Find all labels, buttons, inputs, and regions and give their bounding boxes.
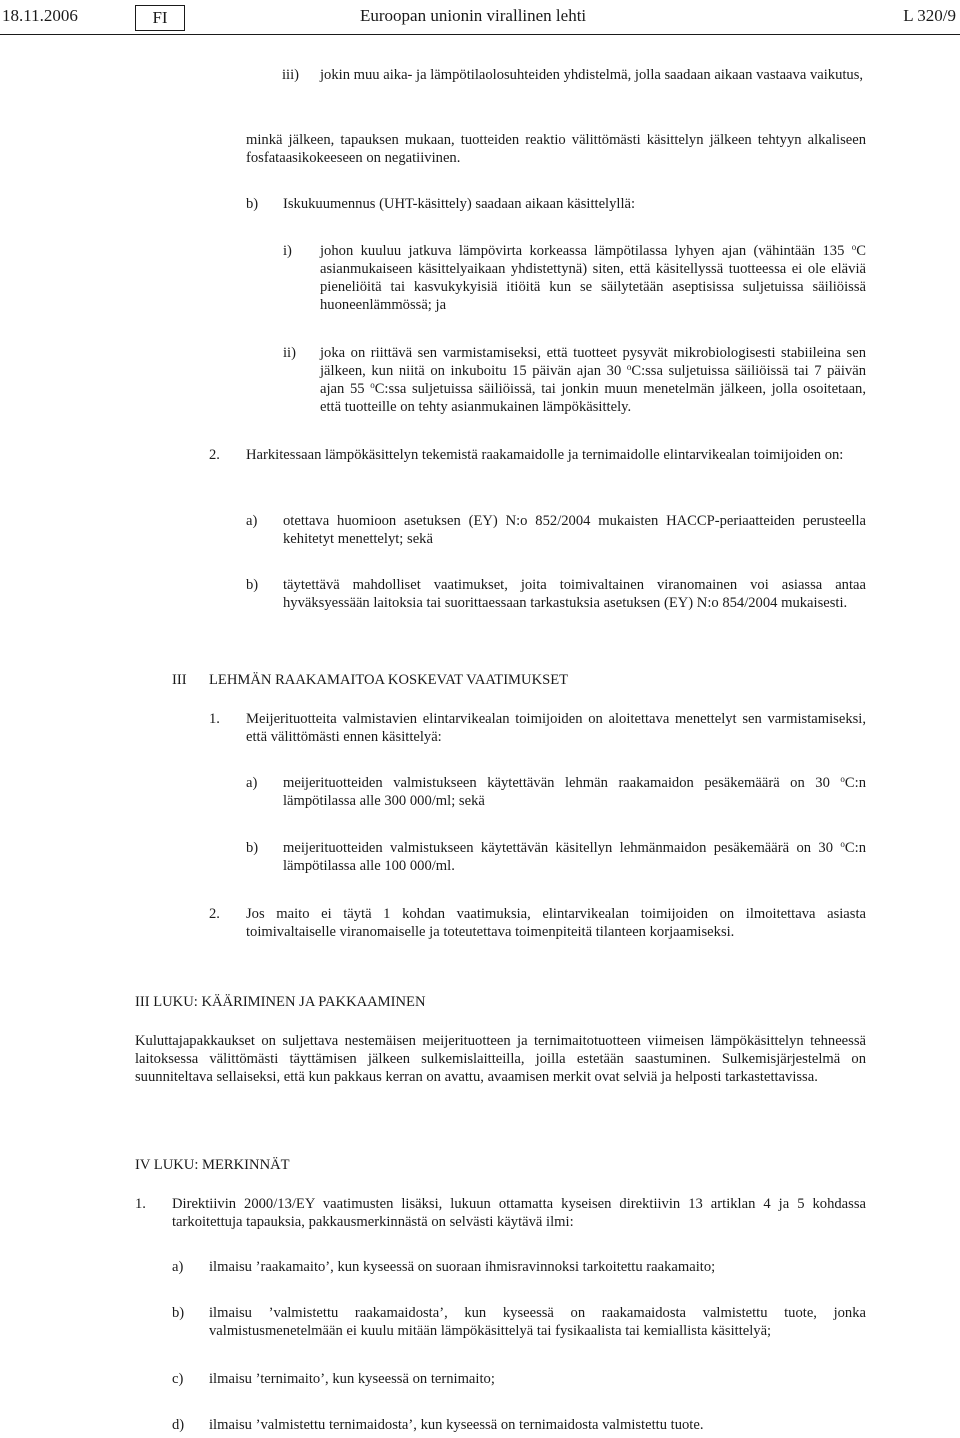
chapter-heading: IV LUKU: MERKINNÄT xyxy=(135,1157,290,1173)
item-label: a) xyxy=(246,513,258,529)
publication-date: 18.11.2006 xyxy=(2,6,78,25)
item-label: b) xyxy=(246,840,259,856)
header-divider xyxy=(0,34,960,35)
item-label: i) xyxy=(283,243,292,259)
page-reference: L 320/9 xyxy=(903,6,956,25)
section-number: III xyxy=(172,672,187,688)
item-label: 1. xyxy=(209,711,220,727)
section-heading: LEHMÄN RAAKAMAITOA KOSKEVAT VAATIMUKSET xyxy=(209,672,569,688)
paragraph: Kuluttajapakkaukset on suljettava nestemäisen meijerituotteen ja ternimaitotuotteen viimeisen lämpökäsittelyn tehneessä laitoksessa välittömästi täyttämisen jälkeen sulkemislaitteilla, joilla estetään saastuminen. Sulkemisjärjestelmä on suunniteltava sellaiseksi, että kun pakkaus kerran on avattu, avaamisen merkit ovat selviä ja helposti tarkastettavissa. xyxy=(135,1033,866,1085)
item-label: 2. xyxy=(209,906,220,922)
item-label: d) xyxy=(172,1417,185,1433)
paragraph: minkä jälkeen, tapauksen mukaan, tuotteiden reaktio välittömästi käsittelyn jälkeen tehtyyn alkaliseen fosfataasikokeeseen on negatiivinen. xyxy=(246,132,866,166)
paragraph: Iskukuumennus (UHT-käsittely) saadaan aikaan käsittelyllä: xyxy=(283,196,636,212)
item-label: 1. xyxy=(135,1196,146,1212)
paragraph: Direktiivin 2000/13/EY vaatimusten lisäksi, lukuun ottamatta kyseisen direktiivin 13 artiklan 4 ja 5 kohdassa tarkoitettuja tapauksia, pakkausmerkinnästä on selvästi käytävä ilmi: xyxy=(172,1196,866,1230)
journal-title: Euroopan unionin virallinen lehti xyxy=(360,6,587,25)
paragraph: otettava huomioon asetuksen (EY) N:o 852/2004 mukaisten HACCP-periaatteiden perusteella kehitetyt menettelyt; sekä xyxy=(283,513,866,547)
paragraph: Harkitessaan lämpökäsittelyn tekemistä raakamaidolle ja ternimaidolle elintarvikealan toimijoiden on: xyxy=(246,447,844,463)
item-label: c) xyxy=(172,1371,184,1387)
paragraph: ilmaisu ’valmistettu raakamaidosta’, kun kyseessä on raakamaidosta valmistettu tuote, jonka valmistusmenetelmään ei kuulu mitään lämpökäsittelyä tai fysikaalista tai kemiallista käsittelyä; xyxy=(209,1305,866,1339)
paragraph: joka on riittävä sen varmistamiseksi, että tuotteet pysyvät mikrobiologisesti stabiileina sen jälkeen, kun niitä on inkuboitu 15 päivän ajan 30 $^o$C:ssa suljetuissa säiliöissä tai 7 päivän ajan 55 $^o$C:ssa suljetuissa säiliöissä, tai jonkin muun menetelmän jälkeen, jolla osoitetaan, että tuotteille on tehty asianmukainen lämpökäsittely. xyxy=(320,345,867,415)
paragraph: ilmaisu ’raakamaito’, kun kyseessä on suoraan ihmisravinnoksi tarkoitettu raakamaito; xyxy=(209,1259,716,1275)
chapter-heading: III LUKU: KÄÄRIMINEN JA PAKKAAMINEN xyxy=(135,994,426,1010)
paragraph: Jos maito ei täytä 1 kohdan vaatimuksia, elintarvikealan toimijoiden on ilmoitettava asiasta toimivaltaiselle viranomaiselle ja toteutettava toimenpiteitä tilanteen korjaamiseksi. xyxy=(246,906,866,940)
paragraph: jokin muu aika- ja lämpötilaolosuhteiden yhdistelmä, jolla saadaan aikaan vastaava vaikutus, xyxy=(320,67,864,83)
item-label: a) xyxy=(246,775,258,791)
language-badge: FI xyxy=(135,5,185,31)
item-label: b) xyxy=(246,196,259,212)
paragraph: johon kuuluu jatkuva lämpövirta korkeassa lämpötilassa lyhyen ajan (vähintään 135 $^o$C asianmukaiseen käsittelyaikaan yhdistettynä) siten, että käsitellyssä tuotteessa ei ole eläviä pieneliöitä tai kasvukykyisiä itiöitä kun se säilytetään aseptisissa suljetuissa säiliöissä huoneenlämmössä; ja xyxy=(320,242,866,313)
paragraph: ilmaisu ’ternimaito’, kun kyseessä on ternimaito; xyxy=(209,1371,495,1387)
item-label: ii) xyxy=(283,345,296,361)
paragraph: meijerituotteiden valmistukseen käytettävän lehmän raakamaidon pesäkemäärä on 30 $^o$C:n lämpötilassa alle 300 000/ml; sekä xyxy=(283,774,866,809)
paragraph: täytettävä mahdolliset vaatimukset, joita toimivaltainen viranomainen voi asiassa antaa hyväksyessään laitoksia tai suorittaessaan tarkastuksia asetuksen (EY) N:o 854/2004 mukaisesti. xyxy=(283,577,866,611)
item-label: iii) xyxy=(282,67,300,83)
item-label: 2. xyxy=(209,447,220,463)
page-header xyxy=(0,5,960,27)
paragraph: ilmaisu ’valmistettu ternimaidosta’, kun kyseessä on ternimaidosta valmistettu tuote. xyxy=(209,1417,704,1433)
item-label: b) xyxy=(172,1305,185,1321)
item-label: a) xyxy=(172,1259,184,1275)
paragraph: Meijerituotteita valmistavien elintarvikealan toimijoiden on aloitettava menettelyt sen varmistamiseksi, että välittömästi ennen käsittelyä: xyxy=(246,711,866,745)
paragraph: meijerituotteiden valmistukseen käytettävän käsitellyn lehmänmaidon pesäkemäärä on 30 $^o$C:n lämpötilassa alle 100 000/ml. xyxy=(283,839,866,874)
item-label: b) xyxy=(246,577,259,593)
